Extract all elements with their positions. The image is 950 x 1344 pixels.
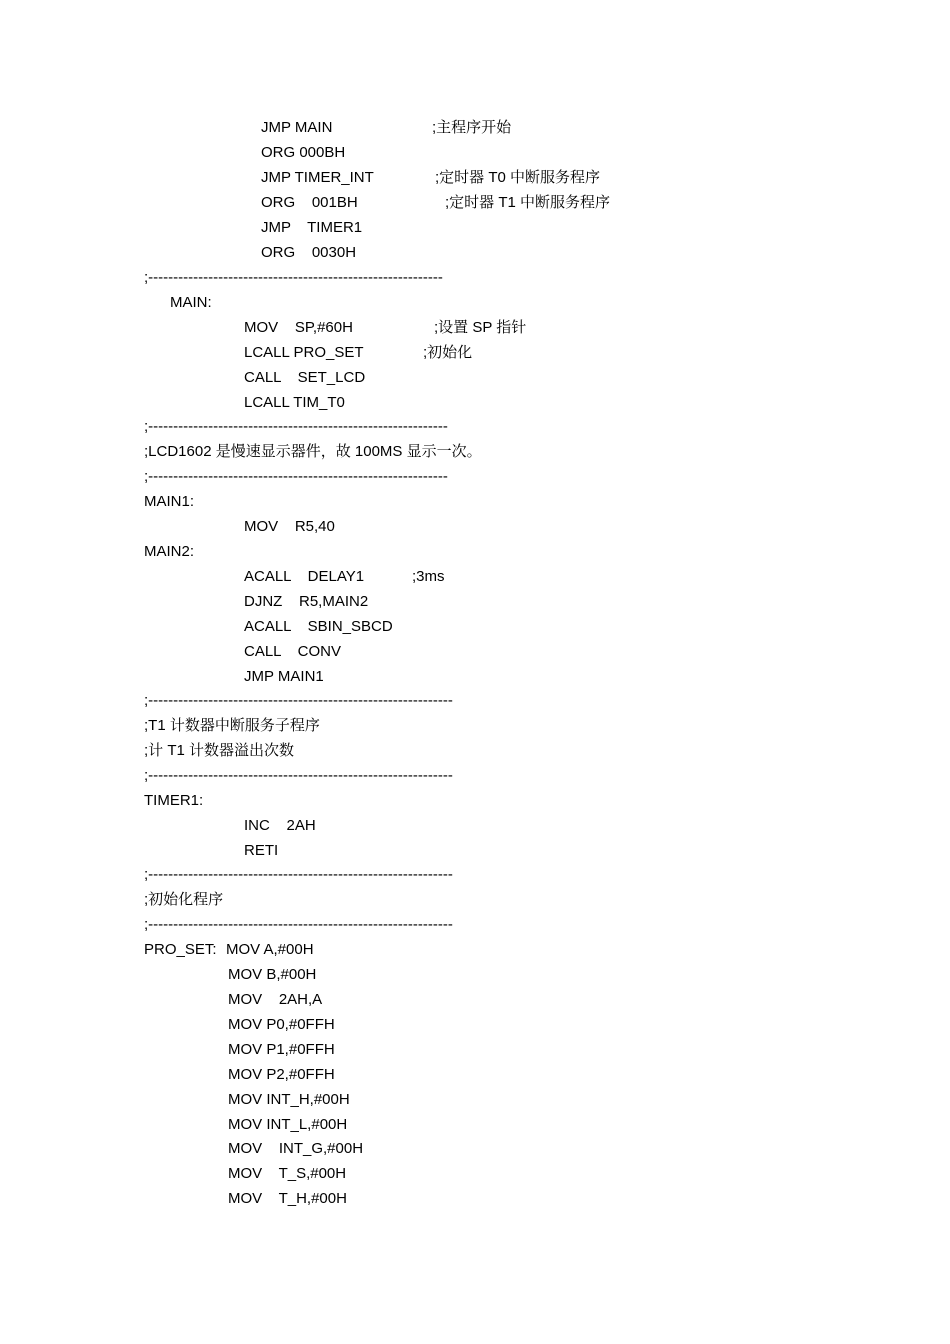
code-label: MAIN:: [170, 294, 212, 311]
code-line: MOV A,#00H: [226, 941, 314, 958]
code-line: LCALL PRO_SET: [244, 344, 364, 361]
separator-line: ;-------------------------------------------------------------: [144, 692, 453, 709]
code-line: INC 2AH: [244, 817, 316, 834]
code-comment: ;计 T1 计数器溢出次数: [144, 742, 295, 759]
code-line: LCALL TIM_T0: [244, 394, 345, 411]
separator-line: ;-------------------------------------------------------------: [144, 866, 453, 883]
code-line: DJNZ R5,MAIN2: [244, 593, 369, 610]
code-comment: ;设置 SP 指针: [434, 319, 527, 336]
code-comment: ;主程序开始: [432, 119, 512, 136]
code-line: CALL CONV: [244, 643, 341, 660]
separator-line: ;------------------------------------------------------------: [144, 418, 448, 435]
code-comment: ;初始化程序: [144, 891, 224, 908]
separator-line: ;-------------------------------------------------------------: [144, 916, 453, 933]
code-comment: ;LCD1602 是慢速显示器件，故 100MS 显示一次。: [144, 443, 482, 460]
code-line: MOV INT_G,#00H: [228, 1140, 364, 1157]
code-line: MOV INT_H,#00H: [228, 1091, 350, 1108]
code-comment: ;定时器 T0 中断服务程序: [435, 169, 601, 186]
code-line: MOV INT_L,#00H: [228, 1116, 348, 1133]
code-label: PRO_SET:: [144, 941, 217, 958]
code-label: MAIN2:: [144, 543, 195, 560]
code-line: ORG 000BH: [261, 144, 346, 161]
code-comment: ;3ms: [412, 568, 445, 585]
code-comment: ;定时器 T1 中断服务程序: [445, 194, 611, 211]
code-line: MOV R5,40: [244, 518, 335, 535]
code-line: MOV SP,#60H: [244, 319, 353, 336]
code-line: JMP TIMER_INT: [261, 169, 374, 186]
code-line: MOV T_H,#00H: [228, 1190, 347, 1207]
code-label: MAIN1:: [144, 493, 195, 510]
code-line: MOV T_S,#00H: [228, 1165, 347, 1182]
code-line: MOV P0,#0FFH: [228, 1016, 335, 1033]
code-line: MOV 2AH,A: [228, 991, 323, 1008]
code-line: MOV P1,#0FFH: [228, 1041, 335, 1058]
code-line: MOV P2,#0FFH: [228, 1066, 335, 1083]
separator-line: ;-------------------------------------------------------------: [144, 767, 453, 784]
code-line: CALL SET_LCD: [244, 369, 366, 386]
code-line: JMP MAIN1: [244, 668, 324, 685]
code-line: MOV B,#00H: [228, 966, 317, 983]
code-line: ACALL DELAY1: [244, 568, 365, 585]
code-line: ACALL SBIN_SBCD: [244, 618, 393, 635]
code-comment: ;T1 计数器中断服务子程序: [144, 717, 320, 734]
separator-line: ;-----------------------------------------------------------: [144, 269, 443, 286]
code-comment: ;初始化: [423, 344, 473, 361]
separator-line: ;------------------------------------------------------------: [144, 468, 448, 485]
code-line: JMP MAIN: [261, 119, 333, 136]
code-line: ORG 0030H: [261, 244, 357, 261]
code-label: TIMER1:: [144, 792, 204, 809]
code-line: ORG 001BH: [261, 194, 358, 211]
code-line: RETI: [244, 842, 279, 859]
code-line: JMP TIMER1: [261, 219, 363, 236]
